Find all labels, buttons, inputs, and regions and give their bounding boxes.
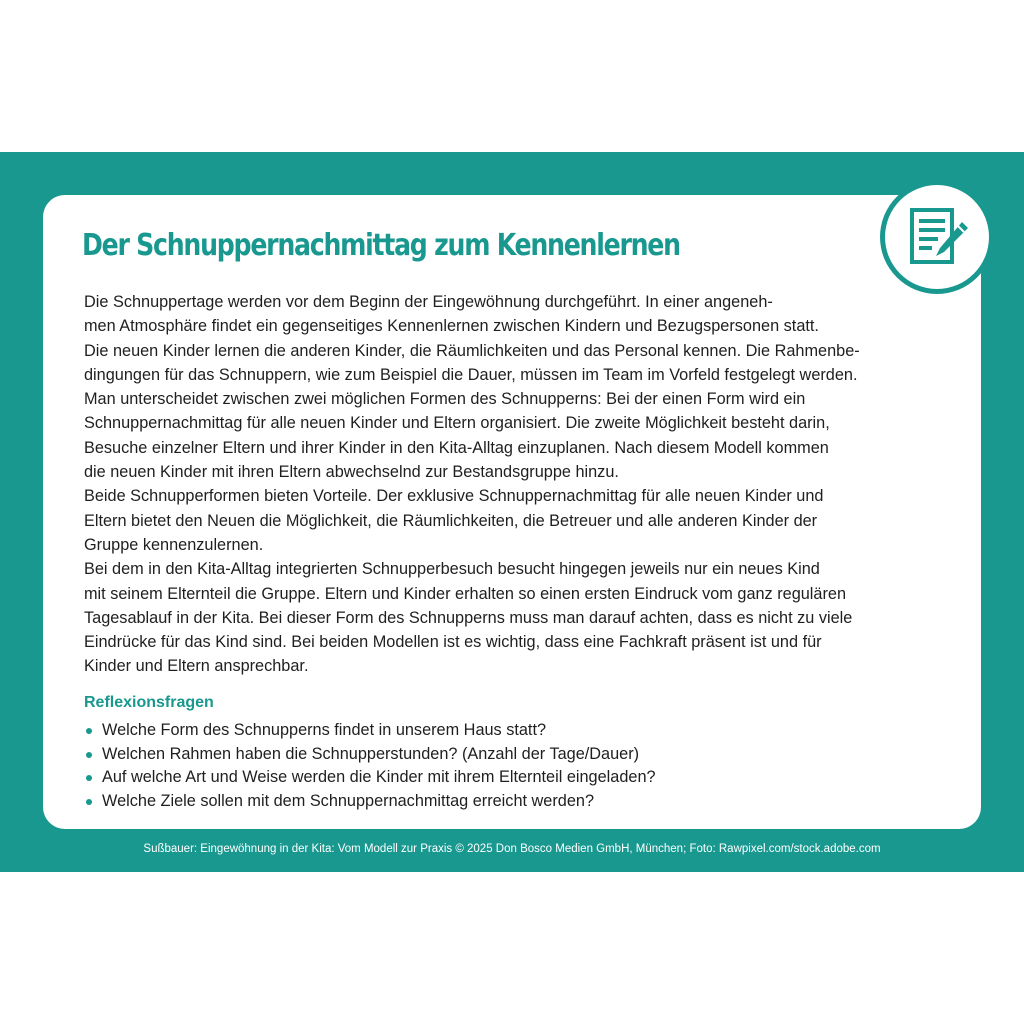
body-line: Man unterscheidet zwischen zwei möglichen Formen des Schnupperns: Bei der einen Form wird ein [84,390,806,409]
footer-credit: Sußbauer: Eingewöhnung in der Kita: Vom Modell zur Praxis © 2025 Don Bosco Medien GmbH, München; Foto: Rawpixel.com/stock.adobe.com [143,843,881,855]
reflection-heading: Reflexionsfragen [84,694,214,711]
icon-badge-inner [885,185,989,289]
card-title: Der Schnuppernachmittag zum Kennenlernen [82,228,680,263]
body-line: die neuen Kinder mit ihren Eltern abwechselnd zur Bestandsgruppe hinzu. [84,463,619,482]
body-line: Gruppe kennenzulernen. [84,535,264,554]
reflection-questions-list [84,719,656,813]
body-line: Eltern bietet den Neuen die Möglichkeit, die Räumlichkeiten, die Betreuer und alle anderen Kinder der [84,511,818,530]
body-line: Bei dem in den Kita-Alltag integrierten Schnupperbesuch besucht hingegen jeweils nur ein neues Kind [84,560,820,579]
bullet-dot-icon [86,799,92,805]
body-line: Beide Schnupperformen bieten Vorteile. Der exklusive Schnuppernachmittag für alle neuen Kinder und [84,487,824,506]
reflection-question [84,719,656,743]
body-text [84,290,964,679]
document-pen-icon [900,200,974,274]
bullet-dot-icon [86,775,92,781]
reflection-question-text: Welche Ziele sollen mit dem Schnuppernachmittag erreicht werden? [102,791,594,810]
bullet-dot-icon [86,728,92,734]
reflection-question-text: Welchen Rahmen haben die Schnupperstunden? (Anzahl der Tage/Dauer) [102,744,640,763]
body-line: Schnuppernachmittag für alle neuen Kinder und Eltern organisiert. Die zweite Möglichkeit besteht darin, [84,414,830,433]
reflection-question-text: Auf welche Art und Weise werden die Kinder mit ihrem Elternteil eingeladen? [102,768,656,786]
body-line: Tagesablauf in der Kita. Bei dieser Form des Schnupperns muss man darauf achten, dass es nicht zu viele [84,608,853,627]
body-line: Eindrücke für das Kind sind. Bei beiden Modellen ist es wichtig, dass eine Fachkraft präsent ist und für [84,633,822,652]
bullet-dot-icon [86,752,92,758]
body-line: Besuche einzelner Eltern und ihrer Kinder in den Kita-Alltag einzuplanen. Nach diesem Modell kommen [84,438,829,457]
reflection-question [84,790,656,814]
body-line: men Atmosphäre findet ein gegenseitiges Kennenlernen zwischen Kindern und Bezugspersonen statt. [84,317,819,336]
reflection-question [84,766,656,790]
body-line: Die Schnuppertage werden vor dem Beginn der Eingewöhnung durchgeführt. In einer angeneh- [84,293,773,311]
body-line: mit seinem Elternteil die Gruppe. Eltern und Kinder erhalten so einen ersten Eindruck vom ganz regulären [84,584,847,603]
body-line: Die neuen Kinder lernen die anderen Kinder, die Räumlichkeiten und das Personal kennen. Die Rahmenbe- [84,341,860,360]
reflection-question [84,743,656,767]
body-line: dingungen für das Schnuppern, wie zum Beispiel die Dauer, müssen im Team im Vorfeld festgelegt werden. [84,365,858,384]
reflection-question-text: Welche Form des Schnupperns findet in unserem Haus statt? [102,721,547,739]
body-line: Kinder und Eltern ansprechbar. [84,657,309,676]
icon-badge [880,180,994,294]
